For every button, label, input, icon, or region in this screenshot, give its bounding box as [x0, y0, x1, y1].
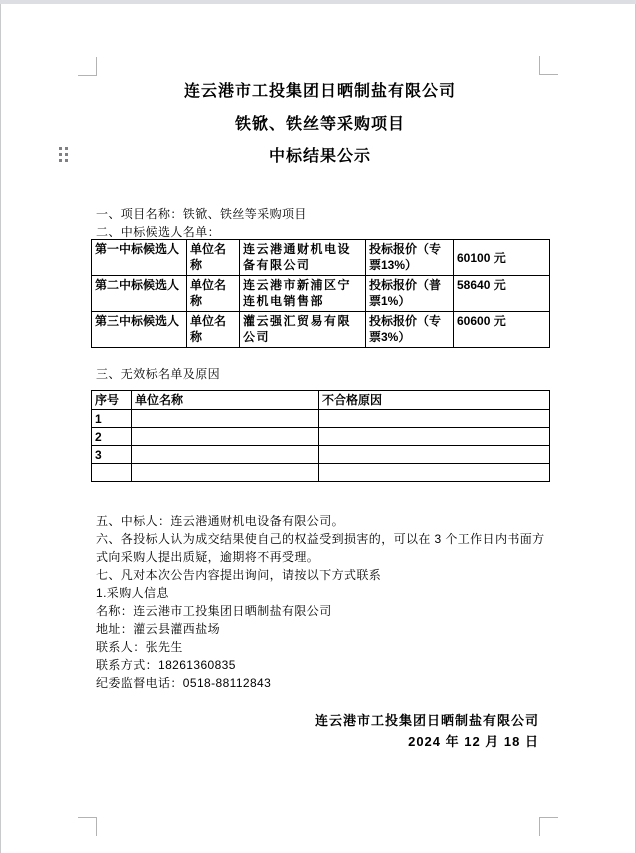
announcement-title: 中标结果公示 — [268, 148, 371, 165]
quote-amount: 60600 元 — [454, 312, 550, 348]
page-left-edge — [0, 4, 1, 853]
paragraph-winner: 五、中标人：连云港通财机电设备有限公司。 — [96, 514, 345, 528]
window-top-strip — [0, 0, 636, 4]
quote-label: 投标报价（专票13%） — [366, 240, 454, 276]
table-row — [92, 410, 550, 428]
field-label: 单位名称 — [187, 312, 240, 348]
paragraph-project-name: 一、项目名称：铁锨、铁丝等采购项目 — [96, 207, 307, 221]
company-cell — [132, 446, 319, 464]
paragraph-invalid-heading: 三、无效标名单及原因 — [96, 367, 221, 381]
quote-amount: 58640 元 — [454, 276, 550, 312]
reason-cell — [319, 428, 550, 446]
header-company: 单位名称 — [132, 391, 319, 410]
candidate-company: 连云港市新浦区宁连机电销售部 — [240, 276, 366, 312]
quote-amount: 60100 元 — [454, 240, 550, 276]
margin-mark-top-left — [78, 57, 97, 76]
document-title-block — [91, 82, 549, 172]
project-title: 铁锨、铁丝等采购项目 — [234, 116, 405, 133]
margin-mark-bottom-right — [539, 817, 558, 836]
candidate-company: 连云港通财机电设备有限公司 — [240, 240, 366, 276]
quote-label: 投标报价（专票3%） — [366, 312, 454, 348]
supervision-phone: 纪委监督电话：0518-88112843 — [96, 676, 272, 690]
serial-cell: 3 — [92, 446, 132, 464]
company-cell — [132, 410, 319, 428]
invalid-bids-table — [91, 390, 550, 482]
buyer-name: 名称：连云港市工投集团日晒制盐有限公司 — [96, 604, 332, 618]
company-cell — [132, 464, 319, 482]
table-row — [92, 312, 550, 348]
serial-cell: 1 — [92, 410, 132, 428]
margin-mark-bottom-left — [78, 817, 97, 836]
buyer-info-heading: 1.采购人信息 — [96, 586, 169, 600]
reason-cell — [319, 464, 550, 482]
field-label: 单位名称 — [187, 240, 240, 276]
candidate-rank: 第三中标候选人 — [92, 312, 187, 348]
paragraph-drag-handle-icon[interactable] — [59, 147, 68, 162]
buyer-address: 地址：灌云县灌西盐场 — [96, 622, 221, 636]
candidate-rank: 第二中标候选人 — [92, 276, 187, 312]
candidate-company: 灌云强汇贸易有限公司 — [240, 312, 366, 348]
serial-cell: 2 — [92, 428, 132, 446]
contact-person: 联系人：张先生 — [96, 640, 183, 654]
contact-phone: 联系方式：18261360835 — [96, 658, 236, 672]
reason-cell — [319, 446, 550, 464]
header-reason: 不合格原因 — [319, 391, 550, 410]
table-row — [92, 464, 550, 482]
signature-date: 2024 年 12 月 18 日 — [408, 734, 539, 749]
field-label: 单位名称 — [187, 276, 240, 312]
table-row — [92, 276, 550, 312]
table-row — [92, 446, 550, 464]
candidate-rank: 第一中标候选人 — [92, 240, 187, 276]
margin-mark-top-right — [539, 56, 558, 75]
reason-cell — [319, 410, 550, 428]
quote-label: 投标报价（普票1%） — [366, 276, 454, 312]
table-row — [92, 240, 550, 276]
paragraph-objection: 六、各投标人认为成交结果使自己的权益受到损害的，可以在 3 个工作日内书面方式向采购人提出质疑，逾期将不再受理。 — [96, 532, 545, 564]
header-serial: 序号 — [92, 391, 132, 410]
table-row — [92, 428, 550, 446]
company-title: 连云港市工投集团日晒制盐有限公司 — [183, 83, 456, 100]
paragraph-inquiry: 七、凡对本次公告内容提出询问，请按以下方式联系 — [96, 568, 382, 582]
paragraph-candidates-heading: 二、中标候选人名单： — [96, 225, 221, 239]
serial-cell — [92, 464, 132, 482]
table-header-row — [92, 391, 550, 410]
company-cell — [132, 428, 319, 446]
signature-company: 连云港市工投集团日晒制盐有限公司 — [314, 713, 539, 728]
candidates-table — [91, 239, 550, 348]
